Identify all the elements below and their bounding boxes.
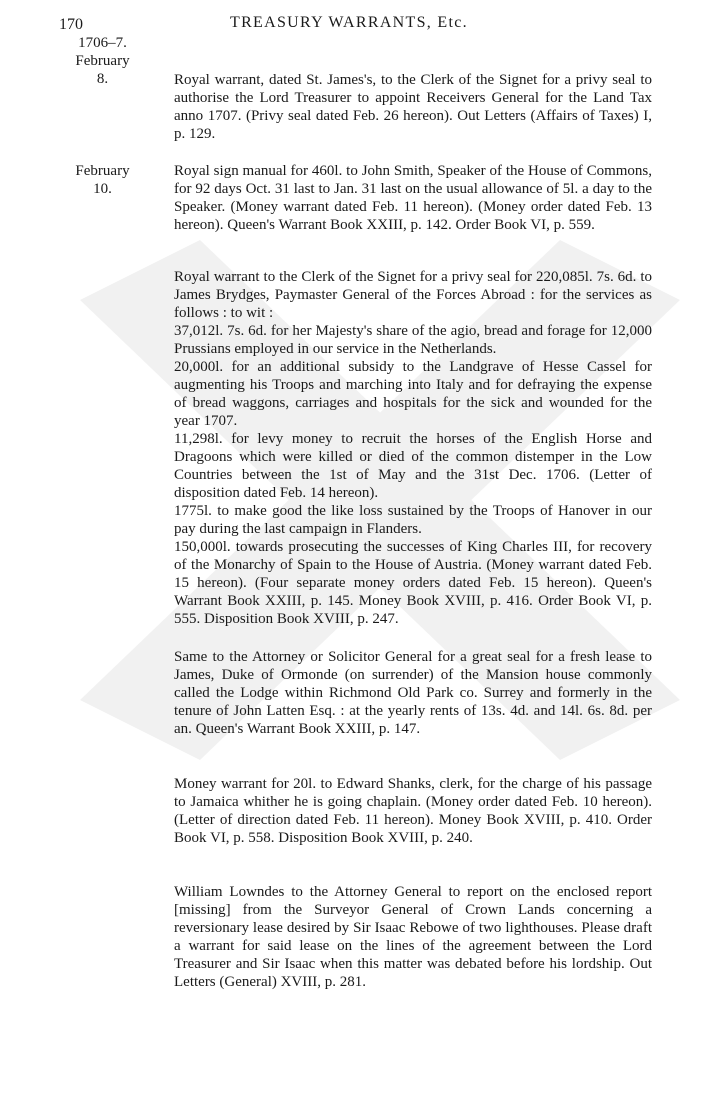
margin-day: 8. — [96, 71, 109, 87]
margin-date-2 — [55, 162, 150, 198]
margin-year: 1706–7. — [78, 35, 127, 51]
entry-text: Royal warrant, dated St. James's, to the Clerk of the Signet for a privy seal to authorise the Lord Treasurer to appoint Receivers General for the Land Tax anno 1707. (Privy seal dated Feb. 26 hereon). Out Letters (Affairs of Taxes) I, p. 129. — [174, 72, 652, 142]
entry-lighthouses — [174, 883, 652, 991]
entry-intro: Royal warrant to the Clerk of the Signet for a privy seal for 220,085l. 7s. 6d. to James Brydges, Paymaster General of the Forces Abroad : for the services as follows : to wit : — [174, 269, 652, 321]
entry-forces-abroad — [174, 268, 652, 628]
entry-text: William Lowndes to the Attorney General to report on the enclosed report [missing] from the Surveyor General of Crown Lands concerning a reversionary lease desired by Sir Isaac Rebowe of two lighthouses. Please draft a warrant for said lease on the lines of the agreement between the Lord Treasurer and Sir Isaac when this matter was debated before his lordship. Out Letters (General) XVIII, p. 281. — [174, 884, 652, 990]
entry-text: Same to the Attorney or Solicitor General for a great seal for a fresh lease to James, Duke of Ormonde (on surrender) of the Mansion house commonly called the Lodge within Richmond Old Park co. Surrey and formerly in the tenure of John Latten Esq. : at the yearly rents of 13s. 4d. and 14l. 6s. 8d. per an. Queen's Warrant Book XXIII, p. 147. — [174, 649, 652, 737]
entry-text: Money warrant for 20l. to Edward Shanks, clerk, for the charge of his passage to Jamaica whither he is going chaplain. (Money order dated Feb. 10 hereon). (Letter of direction dated Feb. 11 hereon). Money Book XVIII, p. 410. Order Book VI, p. 558. Disposition Book XVIII, p. 240. — [174, 776, 652, 846]
entry-item-prussians: 37,012l. 7s. 6d. for her Majesty's share of the agio, bread and forage for 12,000 Prussians employed in our service in the Netherlands. — [174, 323, 652, 357]
entry-item-hesse-cassel: 20,000l. for an additional subsidy to the Landgrave of Hesse Cassel for augmenting his Troops and marching into Italy and for defraying the expense of bread waggons, carriages and hospitals for the sick and wounded for the year 1707. — [174, 359, 652, 429]
margin-month: February — [75, 163, 130, 179]
entry-text: Royal sign manual for 460l. to John Smith, Speaker of the House of Commons, for 92 days Oct. 31 last to Jan. 31 last on the usual allowance of 5l. a day to the Speaker. (Money warrant dated Feb. 11 hereon). (Money order dated Feb. 13 hereon). Queen's Warrant Book XXIII, p. 142. Order Book VI, p. 559. — [174, 163, 652, 233]
margin-date-1 — [55, 34, 150, 88]
entry-item-levy-money: 11,298l. for levy money to recruit the horses of the English Horse and Dragoons which were killed or died of the common distemper in the Low Countries between the 1st of May and the 31st Dec. 1706. (Letter of disposition dated Feb. 14 hereon). — [174, 431, 652, 501]
page-number: 170 — [59, 16, 83, 33]
running-head: TREASURY WARRANTS, Etc. — [230, 14, 468, 31]
margin-month: February — [75, 53, 130, 69]
margin-day: 10. — [93, 181, 112, 197]
entry-item-hanover: 1775l. to make good the like loss sustained by the Troops of Hanover in our pay during the last campaign in Flanders. — [174, 503, 652, 537]
entry-privy-seal-land-tax — [174, 71, 652, 143]
entry-speaker-allowance — [174, 162, 652, 234]
entry-ormonde-lease — [174, 648, 652, 738]
entry-item-spain: 150,000l. towards prosecuting the successes of King Charles III, for recovery of the Monarchy of Spain to the House of Austria. (Money warrant dated Feb. 15 hereon). (Four separate money orders dated Feb. 15 hereon). Queen's Warrant Book XXIII, p. 145. Money Book XVIII, p. 416. Order Book VI, p. 555. Disposition Book XVIII, p. 247. — [174, 539, 652, 627]
entry-shanks-passage — [174, 775, 652, 847]
